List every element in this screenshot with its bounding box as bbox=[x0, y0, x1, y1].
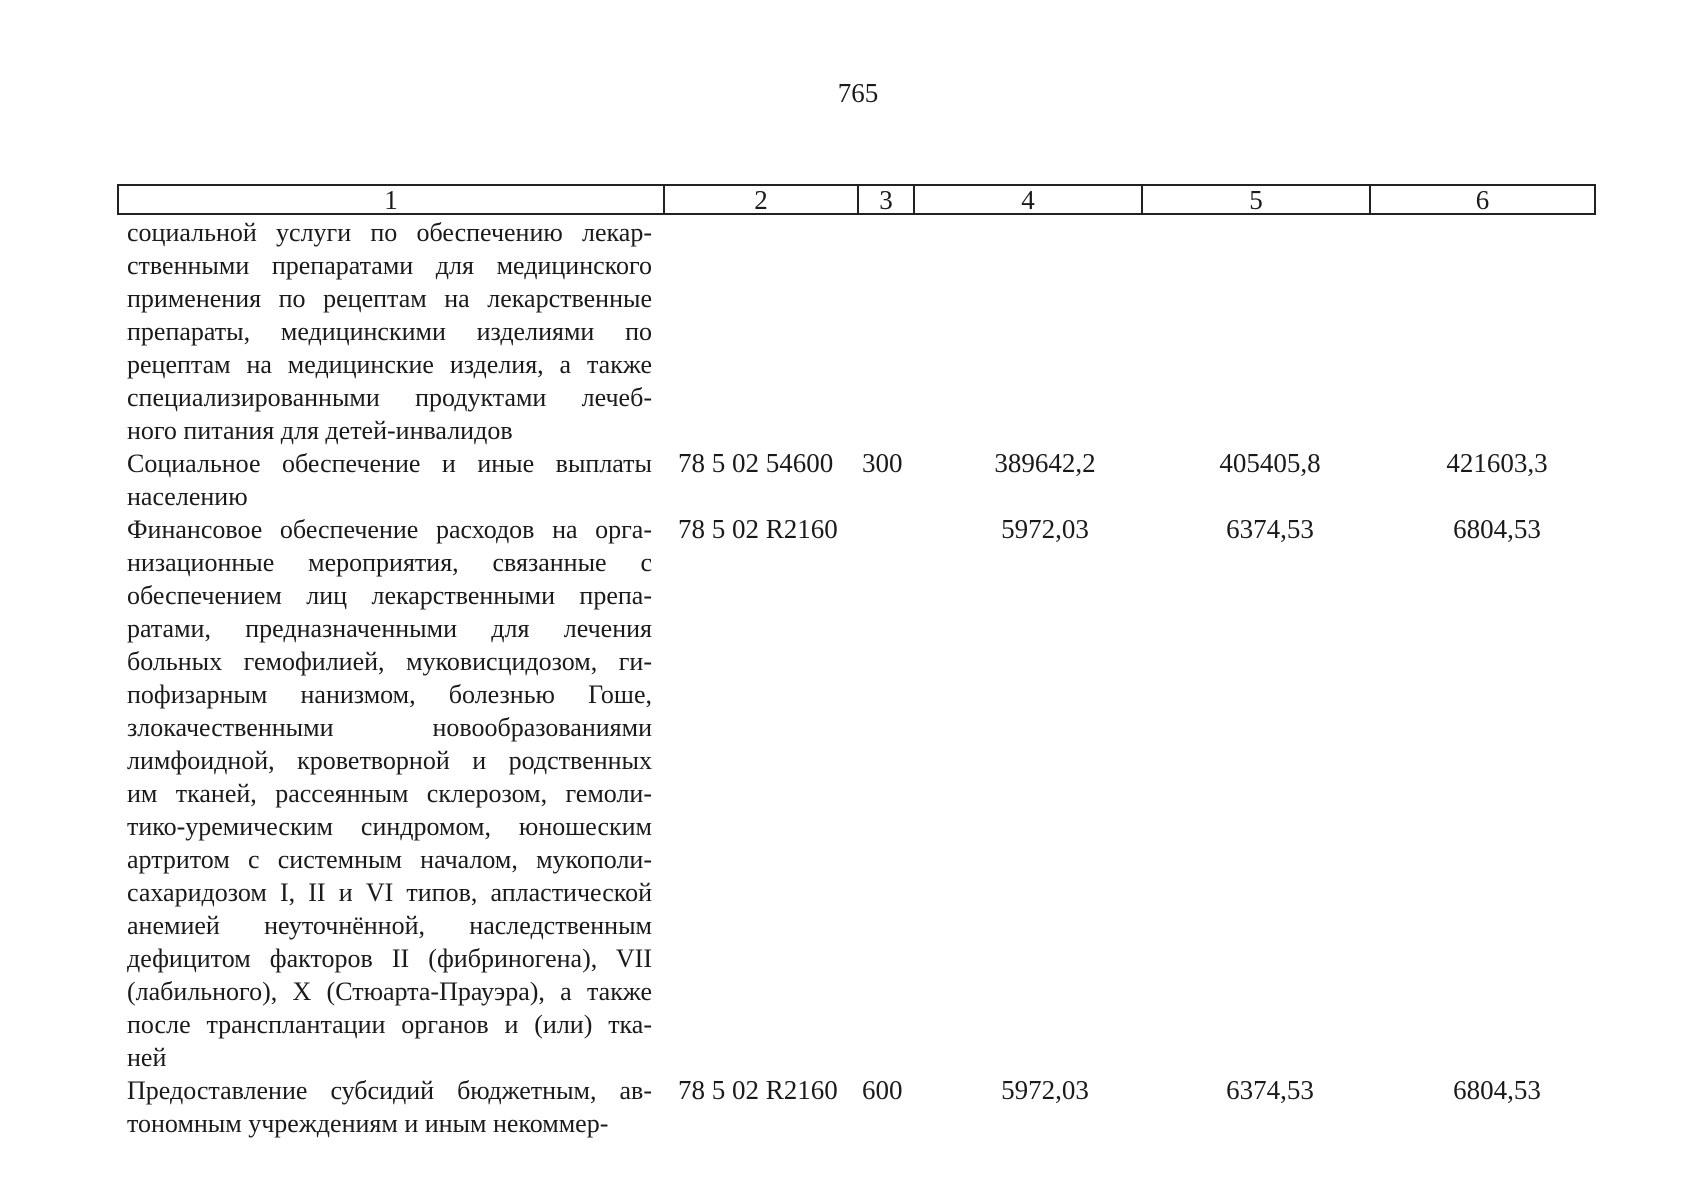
value-col-5: 405405,8 bbox=[1219, 448, 1321, 478]
budget-code: 78 5 02 54600 bbox=[678, 448, 834, 478]
expense-type: 300 bbox=[862, 448, 903, 478]
row-description bbox=[127, 1074, 652, 1140]
value-col-6: 6804,53 bbox=[1453, 514, 1541, 544]
column-header-3: 3 bbox=[859, 186, 915, 213]
description-line: сахаридозом I, II и VI типов, апластической bbox=[127, 878, 652, 907]
description-line: Финансовое обеспечение расходов на орга- bbox=[127, 515, 652, 544]
column-header-2: 2 bbox=[665, 186, 859, 213]
description-line: ственными препаратами для медицинского bbox=[127, 251, 652, 280]
row-description bbox=[127, 513, 652, 1074]
row-description bbox=[127, 447, 652, 513]
value-col-6: 6804,53 bbox=[1453, 1075, 1541, 1105]
description-line: злокачественными новообразованиями bbox=[127, 713, 652, 742]
column-header-6: 6 bbox=[1475, 185, 1490, 215]
description-line: анемией неуточнённой, наследственным bbox=[127, 911, 652, 940]
budget-code: 78 5 02 R2160 bbox=[678, 514, 838, 544]
description-line: рецептам на медицинские изделия, а также bbox=[127, 350, 652, 379]
description-line: специализированными продуктами лечеб- bbox=[127, 383, 652, 412]
description-line: ратами, предназначенными для лечения bbox=[127, 614, 652, 643]
value-col-4: 5972,03 bbox=[1001, 514, 1089, 544]
description-line: Предоставление субсидий бюджетным, ав- bbox=[127, 1076, 652, 1105]
table-row bbox=[0, 513, 1696, 1074]
expense-type: 600 bbox=[862, 1075, 903, 1105]
description-line: препараты, медицинскими изделиями по bbox=[127, 317, 652, 346]
table-row bbox=[0, 216, 1696, 447]
value-col-5: 6374,53 bbox=[1226, 1075, 1314, 1105]
table-row bbox=[0, 1074, 1696, 1140]
value-col-4: 5972,03 bbox=[1001, 1075, 1089, 1105]
description-line: социальной услуги по обеспечению лекар- bbox=[127, 218, 652, 247]
column-header-1: 1 bbox=[119, 186, 665, 213]
description-line: тико-уремическим синдромом, юношеским bbox=[127, 812, 652, 841]
description-line: больных гемофилией, муковисцидозом, ги- bbox=[127, 647, 652, 676]
description-line: (лабильного), X (Стюарта-Прауэра), а также bbox=[127, 977, 652, 1006]
description-line: артритом с системным началом, мукополи- bbox=[127, 845, 652, 874]
description-line: низационные мероприятия, связанные с bbox=[127, 548, 652, 577]
column-header-5: 5 bbox=[1143, 186, 1371, 213]
description-line: обеспечением лиц лекарственными препа- bbox=[127, 581, 652, 610]
description-line: ней bbox=[127, 1043, 167, 1072]
description-line: тономным учреждениям и иным некоммер- bbox=[127, 1109, 609, 1138]
column-header-4: 4 bbox=[915, 186, 1143, 213]
value-col-6: 421603,3 bbox=[1446, 448, 1548, 478]
table-body bbox=[0, 216, 1696, 1140]
description-line: ного питания для детей-инвалидов bbox=[127, 416, 513, 445]
value-col-5: 6374,53 bbox=[1226, 514, 1314, 544]
description-line: Социальное обеспечение и иные выплаты bbox=[127, 449, 652, 478]
description-line: пофизарным нанизмом, болезнью Гоше, bbox=[127, 680, 652, 709]
description-line: им тканей, рассеянным склерозом, гемоли- bbox=[127, 779, 652, 808]
row-description bbox=[127, 216, 652, 447]
description-line: лимфоидной, кроветворной и родственных bbox=[127, 746, 652, 775]
value-col-4: 389642,2 bbox=[994, 448, 1096, 478]
table-header-row bbox=[117, 184, 1596, 215]
description-line: дефицитом факторов II (фибриногена), VII bbox=[127, 944, 652, 973]
description-line: населению bbox=[127, 482, 248, 511]
table-row bbox=[0, 447, 1696, 513]
description-line: после трансплантации органов и (или) тка- bbox=[127, 1010, 652, 1039]
page-number: 765 bbox=[837, 78, 879, 108]
description-line: применения по рецептам на лекарственные bbox=[127, 284, 652, 313]
budget-code: 78 5 02 R2160 bbox=[678, 1075, 838, 1105]
